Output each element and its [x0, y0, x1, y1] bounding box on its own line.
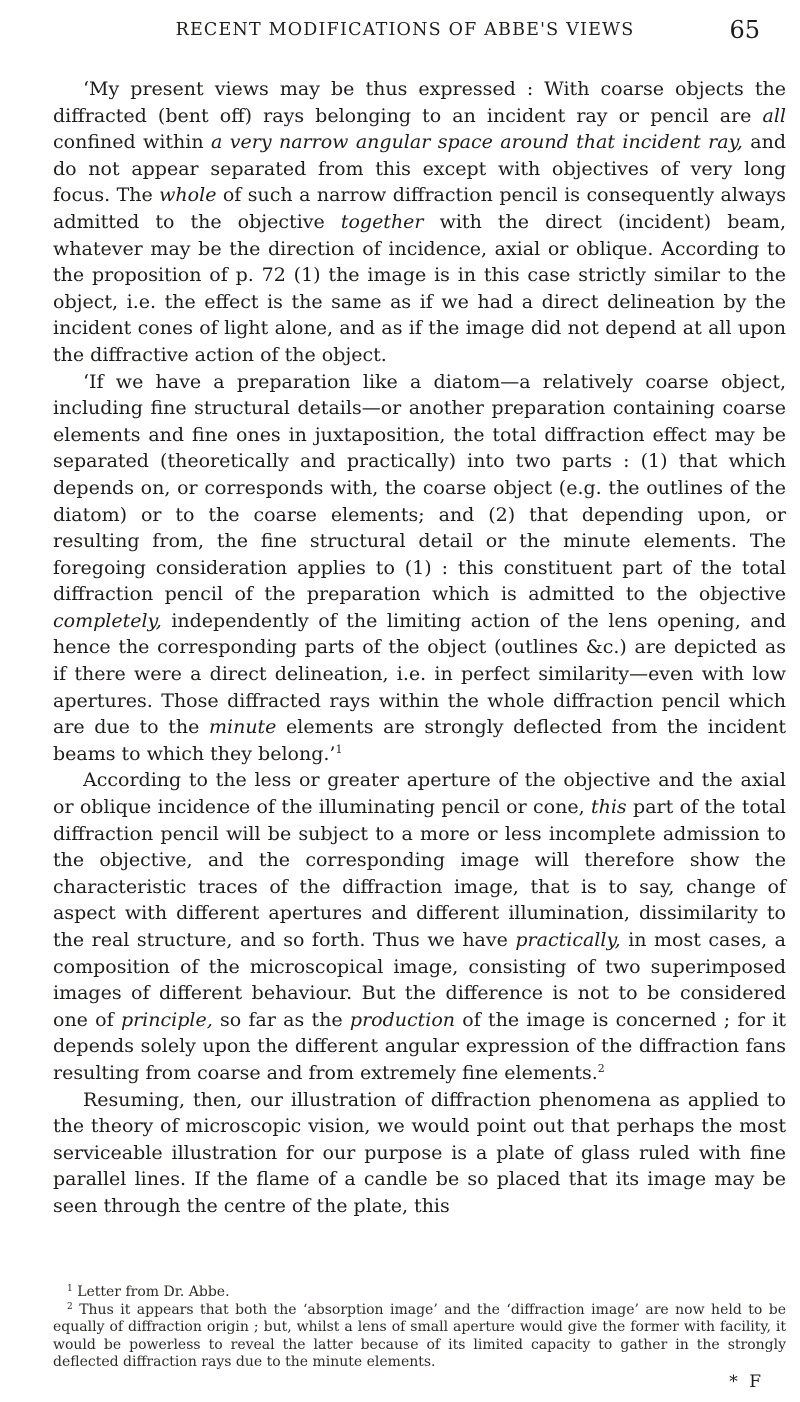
- footnotes: [53, 1284, 786, 1372]
- italic-run: principle,: [120, 1008, 213, 1031]
- text-run: elements are strongly deflected from the incident beams to which they belong.’: [53, 716, 787, 765]
- italic-run: together: [340, 210, 424, 233]
- page-header: [50, 14, 760, 54]
- text-run: of the image is concerned ; for it depends solely upon the different angular expression of the diffraction fans resulting from coarse and from extremely fine elements.: [53, 1008, 786, 1084]
- footnote-ref[interactable]: 2: [597, 1061, 605, 1075]
- paragraph-4: [53, 1087, 786, 1220]
- footnote-text: Thus it appears that both the ‘absorption image’ and the ‘diffraction image’ are now held to be equally of diffraction origin ; but, whilst a lens of small aperture would give the former with facility, it would be powerless to reveal the latter because of its limited capacity to gather in the strongly deflected diffraction rays due to the minute elements.: [53, 1301, 787, 1371]
- text-run: with the direct (incident) beam, whatever may be the direction of incidence, axial or oblique. According to the proposition of p. 72 (1) the image is in this case strictly similar to the object, i.e. the effect is the same as if we had a direct delineation by the incident cones of light alone, and as if the image did not depend at all upon the diffractive action of the object.: [53, 210, 786, 366]
- text-run: and do not appear separated from this except with objectives of very long focus. The: [53, 131, 786, 207]
- footnote-mark: 1: [67, 1284, 73, 1294]
- italic-run: practically,: [515, 929, 621, 951]
- paragraph-3: [53, 767, 786, 1086]
- italic-run: production: [349, 1008, 456, 1031]
- body-text: [53, 76, 786, 1220]
- text-run: part of the total diffraction pencil will be subject to a more or less incomplete admission to the objective, and the corresponding image will therefore show the characteristic traces of the diffraction image, that is to say, change of aspect with different apertures and different illumination, dissimilarity to the real structure, and so forth. Thus we have: [53, 796, 786, 951]
- text-run: ‘My present views may be thus expressed : With coarse objects the diffracted (bent off) rays belonging to an incident ray or pencil are: [53, 78, 786, 127]
- footnote-text: Letter from Dr. Abbe.: [77, 1284, 230, 1300]
- italic-run: all: [762, 104, 786, 127]
- page-number: 65: [729, 16, 760, 44]
- text-run: in most cases, a composition of the microscopical image, consisting of two superimposed images of different behaviour. But the difference is not to be considered one of: [53, 929, 786, 1031]
- text-run: Resuming, then, our illustration of diffraction phenomena as applied to the theory of microscopic vision, we would point out that perhaps the most serviceable illustration for our purpose is a plate of glass ruled with fine parallel lines. If the flame of a candle be so placed that its image may be seen through the centre of the plate, this: [53, 1088, 786, 1217]
- paragraph-2: [53, 369, 786, 768]
- text-run: so far as the: [212, 1008, 350, 1031]
- footnote-2: [53, 1302, 786, 1372]
- text-run: confined within: [53, 131, 212, 154]
- paragraph-1: [53, 76, 786, 369]
- signature-mark: * F: [729, 1372, 764, 1392]
- italic-run: a very narrow angular space around that incident ray,: [211, 131, 743, 154]
- text-run: According to the less or greater aperture of the objective and the axial or oblique incidence of the illuminating pencil or cone,: [53, 769, 786, 819]
- italic-run: this: [590, 796, 627, 819]
- footnote-mark: 2: [67, 1301, 73, 1312]
- text-run: of such a narrow diffraction pencil is consequently always admitted to the objective: [53, 184, 787, 233]
- italic-run: minute: [208, 716, 277, 739]
- italic-run: completely,: [53, 609, 162, 632]
- running-head: RECENT MODIFICATIONS OF ABBE'S VIEWS: [175, 20, 635, 40]
- text-run: ‘If we have a preparation like a diatom—a relatively coarse object, including fine structural details—or another preparation containing coarse elements and fine ones in juxtaposition, the total diffraction effect may be separated (theoretically and practically) into two parts : (1) that which depends on, or corresponds with, the coarse object (e.g. the outlines of the diatom) or to the coarse elements; and (2) that depending upon, or resulting from, the fine structural detail or the minute elements. The foregoing consideration applies to (1) : this constituent part of the total diffraction pencil of the preparation which is admitted to the objective: [53, 370, 786, 606]
- italic-run: whole: [159, 184, 217, 207]
- footnote-1: [53, 1284, 786, 1302]
- footnote-ref[interactable]: 1: [335, 742, 343, 756]
- text-run: independently of the limiting action of the lens opening, and hence the corresponding parts of the object (outlines &c.) are depicted as if there were a direct delineation, i.e. in perfect similarity—even with low apertures. Those diffracted rays within the whole diffraction pencil which are due to the: [53, 609, 786, 739]
